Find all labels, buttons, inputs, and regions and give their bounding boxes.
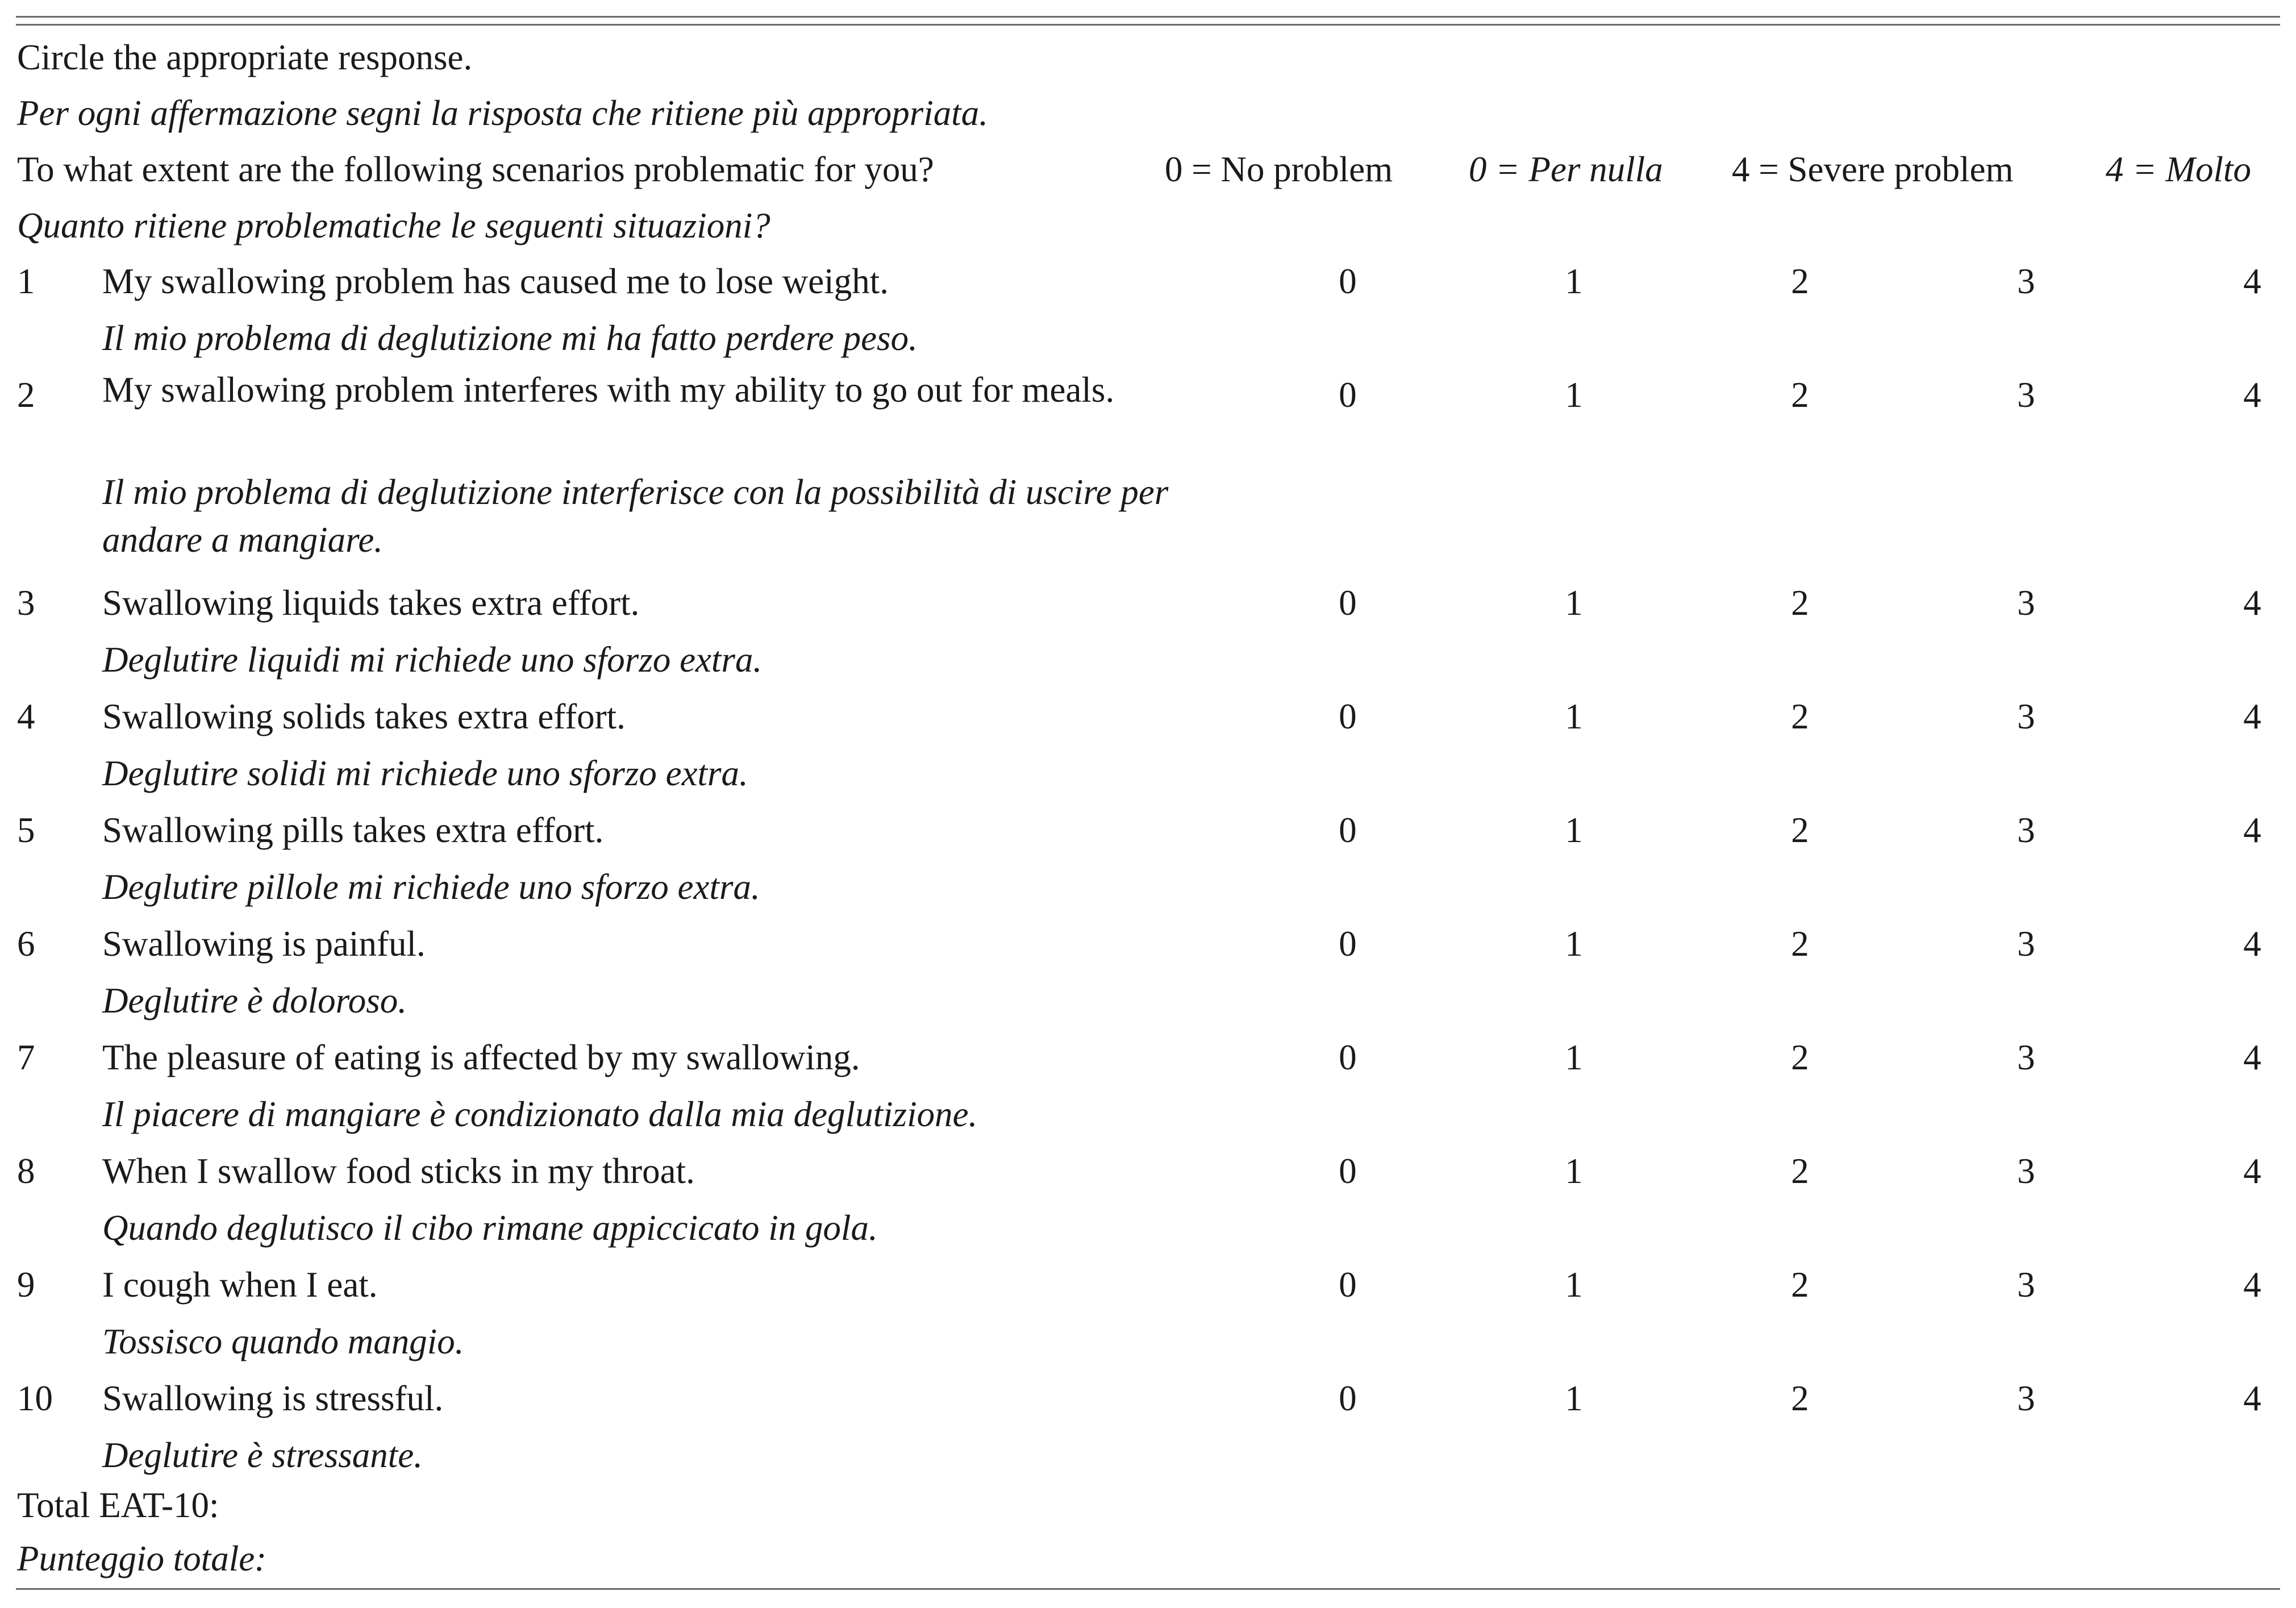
item-text-en: I cough when I eat. (102, 1265, 378, 1305)
option-3[interactable]: 3 (2017, 583, 2035, 623)
option-2[interactable]: 2 (1791, 375, 1809, 415)
option-4[interactable]: 4 (2243, 1151, 2261, 1191)
option-0[interactable]: 0 (1339, 1038, 1357, 1077)
option-4[interactable]: 4 (2243, 810, 2261, 850)
total-label-it: Punteggio totale: (17, 1539, 267, 1578)
option-3[interactable]: 3 (2017, 697, 2035, 736)
item-number: 1 (17, 261, 35, 301)
item-text-en: Swallowing liquids takes extra effort. (102, 583, 640, 623)
item-number: 8 (17, 1151, 35, 1191)
question-en: To what extent are the following scenarios problematic for you? (17, 149, 934, 189)
item-text-it: Deglutire è doloroso. (102, 981, 407, 1020)
option-4[interactable]: 4 (2243, 583, 2261, 623)
option-4[interactable]: 4 (2243, 924, 2261, 964)
item-number: 6 (17, 924, 35, 964)
option-1[interactable]: 1 (1565, 1038, 1583, 1077)
scale-low-it: 0 = Per nulla (1469, 149, 1663, 189)
option-1[interactable]: 1 (1565, 261, 1583, 301)
option-3[interactable]: 3 (2017, 375, 2035, 415)
item-text-it: Deglutire solidi mi richiede uno sforzo extra. (102, 753, 748, 793)
option-1[interactable]: 1 (1565, 583, 1583, 623)
item-text-en: Swallowing is stressful. (102, 1378, 444, 1418)
item-text-en: The pleasure of eating is affected by my swallowing. (102, 1038, 860, 1077)
bottom-rule (16, 1588, 2280, 1590)
item-text-en: Swallowing is painful. (102, 924, 426, 964)
option-0[interactable]: 0 (1339, 697, 1357, 736)
option-0[interactable]: 0 (1339, 1265, 1357, 1305)
item-text-it: Il mio problema di deglutizione mi ha fatto perdere peso. (102, 318, 918, 358)
instructions-en: Circle the appropriate response. (17, 38, 473, 77)
item-text-en: My swallowing problem interferes with my ability to go out for meals. (102, 370, 1115, 410)
option-1[interactable]: 1 (1565, 810, 1583, 850)
option-2[interactable]: 2 (1791, 1378, 1809, 1418)
option-3[interactable]: 3 (2017, 810, 2035, 850)
item-text-it: Deglutire è stressante. (102, 1435, 423, 1475)
item-text-it: Il mio problema di deglutizione interferisce con la possibilità di uscire per andare a mangiare. (102, 472, 1169, 560)
option-1[interactable]: 1 (1565, 375, 1583, 415)
option-4[interactable]: 4 (2243, 697, 2261, 736)
option-3[interactable]: 3 (2017, 1151, 2035, 1191)
option-0[interactable]: 0 (1339, 924, 1357, 964)
option-2[interactable]: 2 (1791, 1151, 1809, 1191)
item-number: 3 (17, 583, 35, 623)
option-0[interactable]: 0 (1339, 261, 1357, 301)
option-1[interactable]: 1 (1565, 697, 1583, 736)
option-4[interactable]: 4 (2243, 375, 2261, 415)
option-1[interactable]: 1 (1565, 1378, 1583, 1418)
scale-high-it: 4 = Molto (2106, 149, 2251, 189)
item-number: 7 (17, 1038, 35, 1077)
item-text-it: Deglutire pillole mi richiede uno sforzo extra. (102, 867, 760, 907)
option-3[interactable]: 3 (2017, 1038, 2035, 1077)
item-text-it: Quando deglutisco il cibo rimane appiccicato in gola. (102, 1208, 878, 1248)
total-label-en: Total EAT-10: (17, 1485, 219, 1525)
option-1[interactable]: 1 (1565, 1265, 1583, 1305)
option-0[interactable]: 0 (1339, 1378, 1357, 1418)
item-text-it: Tossisco quando mangio. (102, 1322, 464, 1361)
item-text-en: My swallowing problem has caused me to lose weight. (102, 261, 889, 301)
option-4[interactable]: 4 (2243, 1378, 2261, 1418)
option-3[interactable]: 3 (2017, 261, 2035, 301)
option-1[interactable]: 1 (1565, 924, 1583, 964)
option-0[interactable]: 0 (1339, 1151, 1357, 1191)
option-2[interactable]: 2 (1791, 810, 1809, 850)
option-2[interactable]: 2 (1791, 1265, 1809, 1305)
top-rule (16, 16, 2280, 18)
option-4[interactable]: 4 (2243, 261, 2261, 301)
item-number: 2 (17, 375, 35, 415)
scale-low-en: 0 = No problem (1165, 149, 1393, 189)
question-it: Quanto ritiene problematiche le seguenti situazioni? (17, 206, 770, 245)
option-4[interactable]: 4 (2243, 1265, 2261, 1305)
item-text-en: When I swallow food sticks in my throat. (102, 1151, 695, 1191)
item-number: 4 (17, 697, 35, 736)
option-2[interactable]: 2 (1791, 261, 1809, 301)
option-2[interactable]: 2 (1791, 697, 1809, 736)
option-0[interactable]: 0 (1339, 810, 1357, 850)
item-text-it: Deglutire liquidi mi richiede uno sforzo extra. (102, 640, 762, 680)
option-4[interactable]: 4 (2243, 1038, 2261, 1077)
option-3[interactable]: 3 (2017, 1378, 2035, 1418)
option-1[interactable]: 1 (1565, 1151, 1583, 1191)
option-2[interactable]: 2 (1791, 1038, 1809, 1077)
option-0[interactable]: 0 (1339, 583, 1357, 623)
option-2[interactable]: 2 (1791, 583, 1809, 623)
item-text-it: Il piacere di mangiare è condizionato dalla mia deglutizione. (102, 1094, 978, 1134)
option-3[interactable]: 3 (2017, 924, 2035, 964)
top-rule-inner (16, 24, 2280, 26)
item-number: 9 (17, 1265, 35, 1305)
item-text-en: Swallowing solids takes extra effort. (102, 697, 626, 736)
item-number: 10 (17, 1378, 53, 1418)
option-0[interactable]: 0 (1339, 375, 1357, 415)
scale-high-en: 4 = Severe problem (1732, 149, 2014, 189)
option-3[interactable]: 3 (2017, 1265, 2035, 1305)
item-number: 5 (17, 810, 35, 850)
item-text-en: Swallowing pills takes extra effort. (102, 810, 604, 850)
instructions-it: Per ogni affermazione segni la risposta che ritiene più appropriata. (17, 93, 989, 133)
option-2[interactable]: 2 (1791, 924, 1809, 964)
